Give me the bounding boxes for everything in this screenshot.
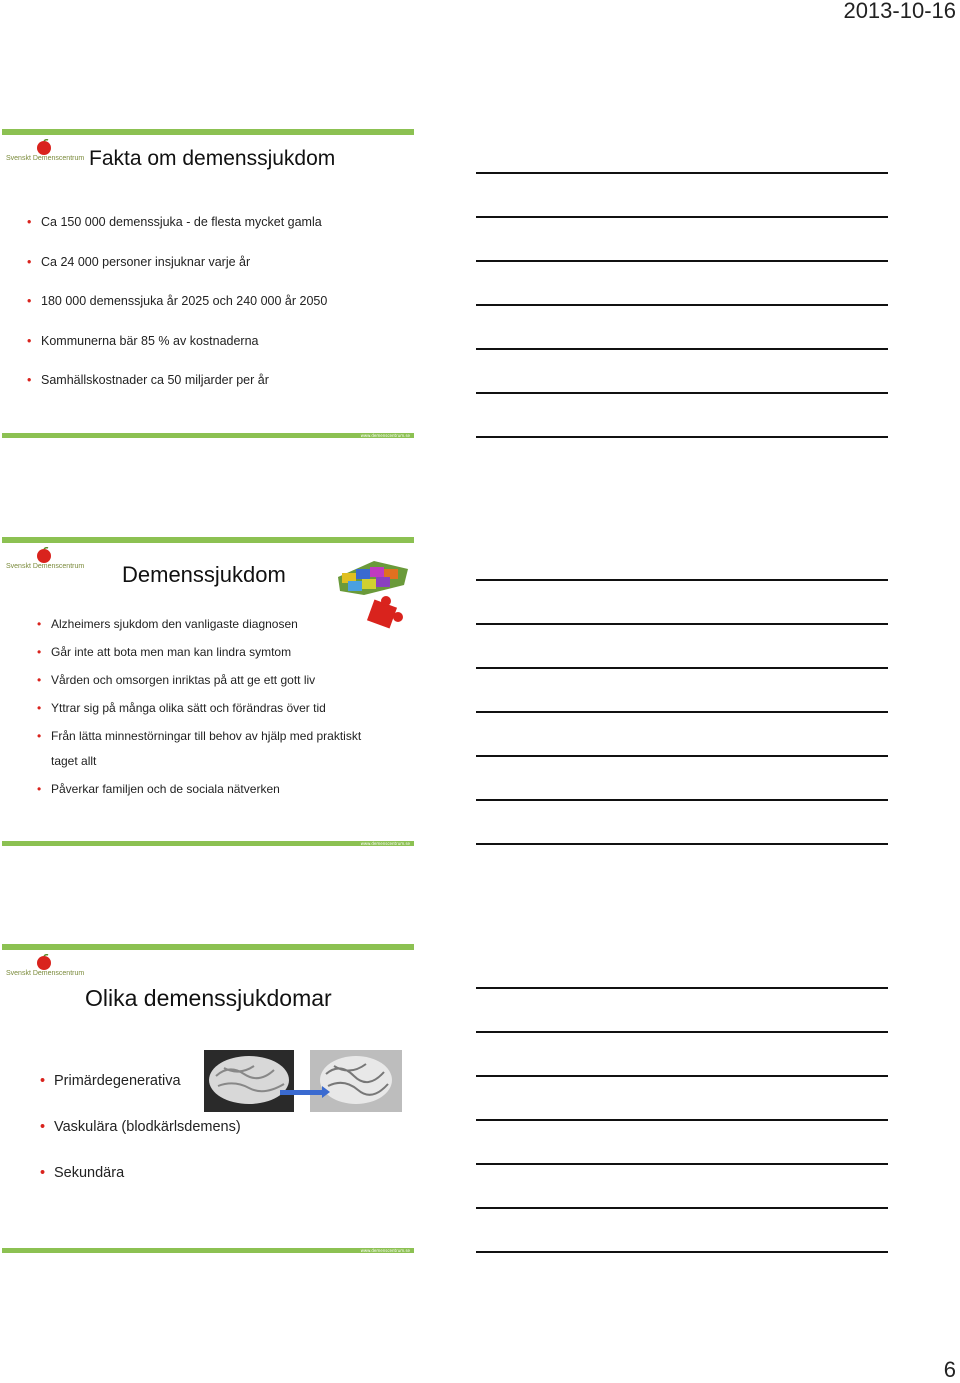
bullet-icon: • [27,333,32,348]
note-line [476,667,888,669]
slide-url: www.demenscentrum.se [360,1248,410,1253]
slide-title: Demenssjukdom [122,562,286,587]
note-line [476,260,888,262]
list-item: • Vaskulära (blodkärlsdemens) [40,1119,241,1135]
note-line [476,1207,888,1209]
slide-1 [2,129,414,440]
slide-bottom-bar [2,841,414,846]
note-line [476,1119,888,1121]
bullet-list [40,1073,241,1211]
logo-text: Svenskt Demenscentrum [6,563,85,570]
note-line [476,1075,888,1077]
list-item: • Påverkar familjen och de sociala nätverken [37,777,382,801]
bullet-icon: • [37,701,42,715]
bullet-icon: • [27,373,32,387]
slide-top-bar [2,129,414,135]
bullet-icon: • [37,782,42,796]
list-item: • 180 000 demenssjuka år 2025 och 240 000 år 2050 [27,294,328,308]
slide-url: www.demenscentrum.se [360,433,410,438]
list-item: • Ca 150 000 demenssjuka - de flesta mycket gamla [27,215,322,229]
apple-logo-icon [36,954,52,970]
slide-top-bar [2,944,414,950]
note-line [476,172,888,174]
note-line [476,348,888,350]
slide-bottom-bar [2,433,414,438]
bullet-icon: • [37,617,42,631]
slide-title: Fakta om demenssjukdom [89,147,336,170]
list-item: • Yttrar sig på många olika sätt och förändras över tid [37,696,382,720]
apple-logo-icon [36,139,52,155]
logo-text: Svenskt Demenscentrum [6,970,85,977]
list-item: • Från lätta minnestörningar till behov av hjälp med praktiskt taget allt [37,724,382,774]
slide-title: Olika demenssjukdomar [85,985,332,1011]
bullet-list [37,612,382,801]
bullet-icon: • [40,1073,46,1089]
list-item: • Primärdegenerativa [40,1073,181,1089]
slide-bottom-bar [2,1248,414,1253]
bullet-list [27,215,327,413]
bullet-icon: • [37,729,42,743]
note-line [476,436,888,438]
bullet-icon: • [40,1165,46,1181]
note-line [476,623,888,625]
slide-top-bar [2,537,414,543]
bullet-icon: • [27,254,32,269]
page-number: 6 [943,1357,956,1382]
bullet-icon: • [37,645,42,659]
apple-logo-icon [36,547,52,563]
list-item: • Samhällskostnader ca 50 miljarder per år [27,373,269,387]
note-line [476,843,888,845]
bullet-icon: • [27,215,32,229]
bullet-icon: • [27,294,32,308]
slide-3 [2,944,414,1255]
note-line [476,1031,888,1033]
bullet-icon: • [40,1119,46,1135]
note-line [476,799,888,801]
note-line [476,304,888,306]
note-line [476,216,888,218]
list-item: • Sekundära [40,1165,125,1181]
note-line [476,711,888,713]
note-line [476,1251,888,1253]
list-item: • Ca 24 000 personer insjuknar varje år [27,254,251,269]
list-item: • Kommunerna bär 85 % av kostnaderna [27,333,259,348]
note-line [476,392,888,394]
slide-2 [2,537,414,848]
list-item: • Går inte att bota men man kan lindra symtom [37,640,382,664]
bullet-icon: • [37,673,42,687]
note-line [476,755,888,757]
list-item: • Alzheimers sjukdom den vanligaste diagnosen [37,612,382,636]
logo-text: Svenskt Demenscentrum [6,155,85,162]
note-line [476,987,888,989]
note-line [476,1163,888,1165]
list-item: • Vården och omsorgen inriktas på att ge ett gott liv [37,668,382,692]
slide-url: www.demenscentrum.se [360,841,410,846]
document-date: 2013-10-16 [843,0,956,23]
note-line [476,579,888,581]
